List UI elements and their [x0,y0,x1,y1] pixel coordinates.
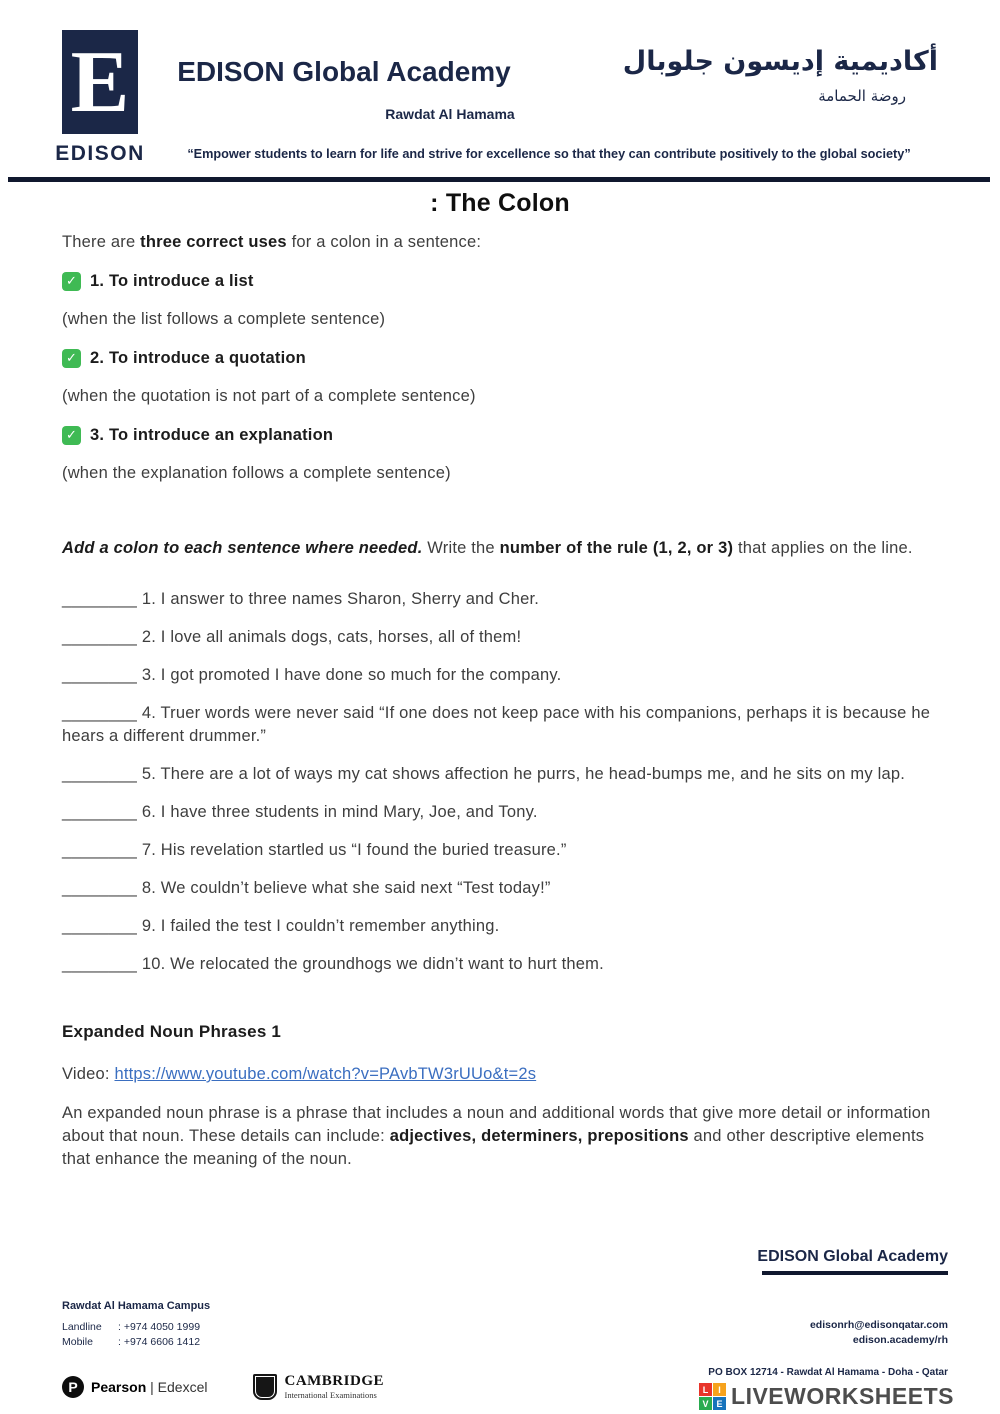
intro-paragraph [62,231,938,254]
answer-blank[interactable]: ________ [62,917,138,935]
instructions-end: that applies on the line. [733,539,913,557]
footer-email: edisonrh@edisonqatar.com [809,1319,948,1331]
answer-blank[interactable]: ________ [62,955,138,973]
intro-text-pre: There are [62,233,141,251]
exercise-text: 8. We couldn’t believe what she said next “Test today!” [141,879,551,897]
header-arabic-block [623,46,938,105]
footer-brand [757,1248,948,1275]
pearson-icon: P [62,1376,84,1398]
footer-brand-name: EDISON Global Academy [757,1248,948,1265]
answer-blank[interactable]: ________ [62,590,138,608]
liveworksheets-icon [699,1383,726,1410]
exercise-item-10 [62,953,938,976]
landline-label: Landline [62,1321,102,1333]
answer-blank[interactable]: ________ [62,879,138,897]
pearson-divider: | [146,1378,158,1395]
exercise-item-3 [62,664,938,687]
exercise-item-4 [62,702,938,748]
exercise-item-7 [62,839,938,862]
definition-text-post: and other descriptive elements that enhance the meaning of the noun. [62,1127,925,1168]
cambridge-shield-icon [253,1374,277,1400]
footer-links-block [810,1318,948,1348]
answer-blank[interactable]: ________ [62,666,138,684]
rule-3 [62,424,938,447]
check-icon: ✓ [62,349,81,368]
rule-2 [62,347,938,370]
liveworksheets-square-e: E [713,1397,726,1410]
answer-blank[interactable]: ________ [62,628,138,646]
cambridge-name: CAMBRIDGE [284,1373,384,1389]
landline-number: : +974 4050 1999 [118,1321,201,1333]
rule-1-label: 1. To introduce a list [90,272,254,290]
answer-blank[interactable]: ________ [62,841,138,859]
exercise-text: 5. There are a lot of ways my cat shows affection he purrs, he head-bumps me, and he sits on my lap. [141,765,905,783]
rule-3-label: 3. To introduce an explanation [90,426,334,444]
rule-1 [62,270,938,293]
exercise-text: 4. Truer words were never said “If one does not keep pace with his companions, perhaps it is because he hears a different drummer.” [62,704,931,745]
check-icon: ✓ [62,426,81,445]
rule-2-label: 2. To introduce a quotation [90,349,306,367]
answer-blank[interactable]: ________ [62,803,138,821]
exercise-text: 3. I got promoted I have done so much for the company. [141,666,562,684]
definition-paragraph [62,1102,938,1171]
footer-mobile-row [62,1336,210,1348]
cambridge-logo [253,1373,384,1400]
exercise-text: 10. We relocated the groundhogs we didn’t want to hurt them. [141,955,604,973]
intro-text-bold: three correct uses [140,233,287,251]
pearson-edexcel-logo [62,1376,207,1398]
intro-text-post: for a colon in a sentence: [286,233,482,251]
footer-landline-row [62,1321,210,1333]
page-header [0,0,1000,186]
footer-contact-block [62,1300,210,1351]
rule-3-note: (when the explanation follows a complete sentence) [62,464,451,482]
instructions-bold: number of the rule (1, 2, or 3) [499,539,734,557]
liveworksheets-square-i: I [713,1383,726,1396]
instructions-mid: Write the [422,539,500,557]
video-label: Video: [62,1065,115,1083]
exercise-item-5 [62,763,938,786]
instructions-bold-italic: Add a colon to each sentence where needed. [62,539,423,557]
footer-website: edison.academy/rh [852,1334,948,1346]
check-icon: ✓ [62,272,81,291]
worksheet-body [0,189,1000,1171]
footer-address: PO BOX 12714 - Rawdat Al Hamama - Doha - Qatar [708,1367,948,1378]
cambridge-subtitle: International Examinations [284,1390,377,1400]
exercise-text: 1. I answer to three names Sharon, Sherry and Cher. [141,590,540,608]
page-footer [0,1248,1000,1414]
section-heading-expanded-noun-phrases: Expanded Noun Phrases 1 [62,1022,282,1041]
mobile-label: Mobile [62,1336,93,1348]
exercise-text: 2. I love all animals dogs, cats, horses, all of them! [141,628,522,646]
liveworksheets-square-l: L [699,1383,712,1396]
exercise-text: 9. I failed the test I couldn’t remember anything. [141,917,500,935]
cambridge-logo-text [284,1373,384,1400]
definition-text-pre: An expanded noun phrase is a phrase that includes a noun and additional words that give more detail or information about that noun. These details can include: [62,1104,931,1145]
liveworksheets-text: LIVEWORKSHEETS [731,1383,954,1409]
exercise-item-6 [62,801,938,824]
campus-name: Rawdat Al Hamama [385,106,515,122]
school-motto: “Empower students to learn for life and strive for excellence so that they can contribute positively to the global society” [187,147,911,161]
video-line [62,1063,938,1086]
exercise-item-1 [62,588,938,611]
header-divider [8,177,990,182]
edison-logo-text: EDISON [55,142,145,165]
answer-blank[interactable]: ________ [62,765,138,783]
exercise-item-8 [62,877,938,900]
edison-logo: E [62,30,138,134]
pearson-partner: Edexcel [157,1378,208,1395]
instructions [62,537,938,560]
page-title: : The Colon [430,189,570,217]
exercise-text: 6. I have three students in mind Mary, Joe, and Tony. [141,803,538,821]
rule-1-note: (when the list follows a complete sentence) [62,310,386,328]
pearson-name: Pearson [91,1378,147,1395]
rule-2-note: (when the quotation is not part of a complete sentence) [62,387,476,405]
pearson-logo-text [91,1379,207,1395]
exercise-item-2 [62,626,938,649]
campus-name-arabic: روضة الحمامة [818,87,906,105]
footer-accreditation-logos [62,1373,384,1400]
exercise-item-9 [62,915,938,938]
video-link[interactable]: https://www.youtube.com/watch?v=PAvbTW3rUUo&t=2s [114,1065,537,1083]
school-name: EDISON Global Academy [177,56,511,87]
mobile-number: : +974 6606 1412 [118,1336,201,1348]
liveworksheets-square-v: V [699,1397,712,1410]
answer-blank[interactable]: ________ [62,704,138,722]
footer-campus-title: Rawdat Al Hamama Campus [62,1300,211,1312]
liveworksheets-watermark [699,1383,954,1410]
school-name-arabic: أكاديمية إديسون جلوبال [622,46,938,77]
definition-text-bold: adjectives, determiners, prepositions [389,1127,689,1145]
exercise-text: 7. His revelation startled us “I found the buried treasure.” [141,841,567,859]
footer-brand-underline [762,1271,948,1275]
